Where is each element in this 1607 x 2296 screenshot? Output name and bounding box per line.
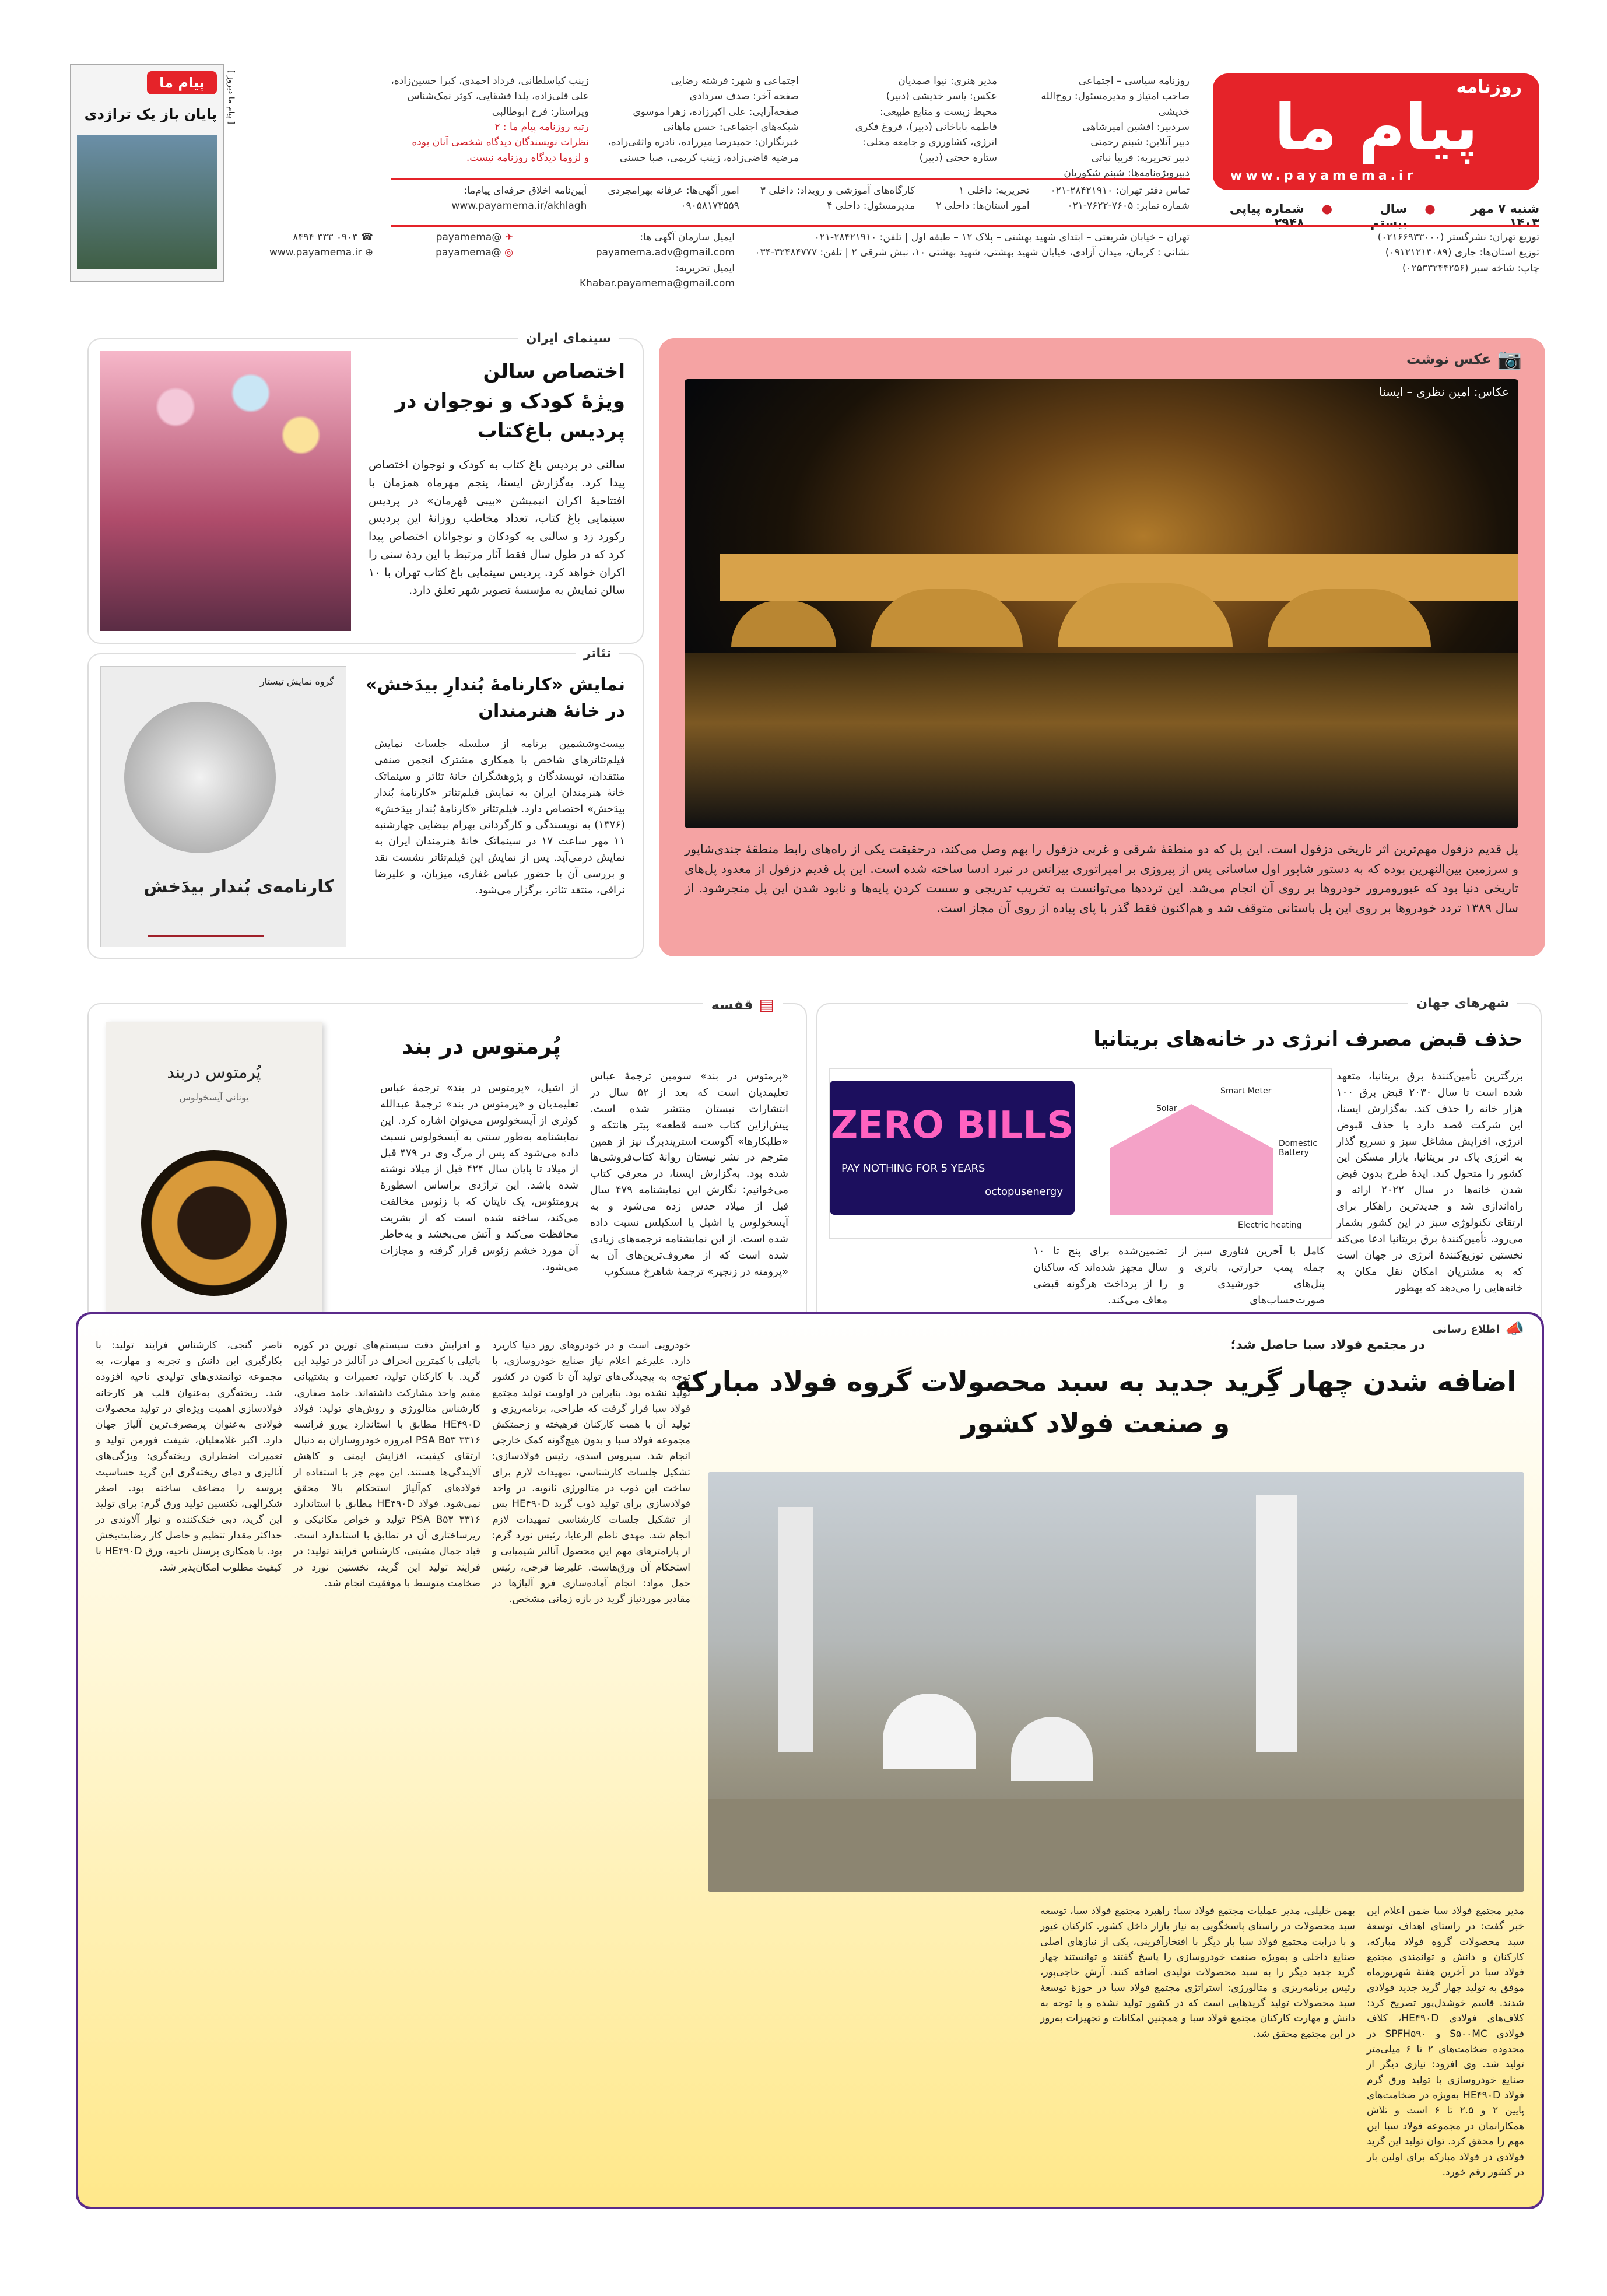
address-tehran: تهران – خیابان شریعتی – ابتدای شهید بهشتی – پلاک ۱۲ – طبقه اول | تلفن: ۲۸۴۲۱۹۱۰-۰۲۱ xyxy=(814,232,1190,243)
tank-1 xyxy=(883,1694,976,1769)
bookshelf-col-1: «پرمتوس در بند» سومین ترجمهٔ عباس تعلیمدیان است که بعد از ۵۲ سال در انتشارات نیستان منتشر شده است. پیش‌ازاین کتاب «سه قطعه» پیتر هانتکه و «طلبکارها» آگوست استریندبرگ نیز از همین مترجم در نشر نیستان روانهٔ کتاب‌فروشی‌ها شده بود. به‌گزارش ایسنا، در معرفی کتاب می‌خوانیم: نگارش این نمایشنامه ۴۷۹ سال قبل از میلاد حدس زده می‌شود و به آیسخولوس یا اشیل یا اسکیلس نسبت داده شده است. از این نمایشنامه ترجمه‌های زیادی شده است که از معروف‌ترین‌های آن به «پرومته در زنجیر» ترجمهٔ شاهرخ مسکوب xyxy=(590,1070,789,1278)
world-cities-article xyxy=(816,996,1542,1332)
camera-icon: 📷 xyxy=(1497,348,1522,371)
zero-bills-graphic xyxy=(829,1068,1332,1239)
report-col-5: ناصر گنجی، کارشناس فرایند تولید: با بکارگیری این دانش و تجربه و مهارت، به مجموعه توانمندی‌های تولیدی ناحیه افزوده شد. ریخته‌گری به‌عنوان قلب هر کارخانه فولادسازی اهمیت ویژه‌ای در تولید محصولات فولادی به‌عنوان پرمصرف‌ترین آلیاژ جهان دارد. اکبر غلامعلیان، شیفت فورمن تولید و تعمیرات اضطراری ریخته‌گری: ویژگی‌های آنالیزی و دمای ریخته‌گری این گرید حساسیت پروسه را مضاعف ساخته بود. اصغر شکرالهی، تکنسین تولید ورق گرم: برای تولید این گرید، دبی خنک‌کننده و نوار آلاوندی در حداکثر مقدار تنظیم و حاصل کار رضایت‌بخش بود. با همکاری پرسنل ناحیه، ورق HE۴۹۰D با کیفیت مطلوب امکان‌پذیر شد. xyxy=(96,1340,282,1573)
theater-body: بیست‌وششمین برنامه از سلسله جلسات نمایش فیلم‌تئاترهای شاخص با همکاری مشترک انجمن صنفی منتقدان، نویسندگان و پژوهشگران خانهٔ تئاتر و سینماتک خانهٔ هنرمندان ایران به نمایش فیلم‌تئاتر «کارنامهٔ بُندار بیدَخش» اختصاص دارد. فیلم‌تئاتر «کارنامهٔ بُندار بیدَخش» (۱۳۷۶) به نویسندگی و کارگردانی بهرام بیضایی چهارشنبه ۱۱ مهر ساعت ۱۷ در سینماتک خانهٔ هنرمندان ایران به نمایش درمی‌آید. پس از نمایش این فیلم‌تئاتر نشست نقد و بررسی آن با حضور عباس غفاری، میزبان، و علیرضا نراقی، منتقد تئاتر، برگزار می‌شود. xyxy=(374,738,625,897)
cinema-body: سالنی در پردیس باغ کتاب به کودک و نوجوان اختصاص پیدا کرد. به‌گزارش ایسنا، پنجم مهرماه همزمان با افتتاحیهٔ اکران انیمیشن «بیبی قهرمان» در پردیس سینمایی باغ کتاب، تعداد مخاطب روزانهٔ این پردیس رکورد زد و سالنی به کودکان و نوجوانان اختصاص پیدا کرد که در طول سال فقط آثار مرتبط با این ردهٔ سنی را اکران خواهد کرد. پردیس سینمایی باغ کتاب تهران با ۱۰ سالن نمایش به مؤسسهٔ تصویر شهر تعلق دارد. xyxy=(369,458,625,597)
poster-title: کارنامه‌ی بُندار بیدَخش xyxy=(143,877,334,897)
staff-col-1: روزنامه سیاسی – اجتماعی صاحب امتیاز و مدیرمسئول: روح‌الله خدیشی سردبیر: افشین امیرشاهی دبیر آنلاین: شبنم رحمتی دبیر تحریریه: فریبا نباتی دبیرویژه‌نامه‌ها: شبنم شکوریان xyxy=(1041,75,1190,180)
report-col-2: بهمن خلیلی، مدیر عملیات مجتمع فولاد سبا: راهبرد مجتمع فولاد سبا، توسعه سبد محصولات در راستای پاسخگویی به نیاز بازار داخل کشور. کارکنان غیور و با درایت مجتمع فولاد سبا بار دیگر با افتخارآفرینی، یکی از نیازهای اصلی صنایع داخلی و به‌ویژه صنعت خودروسازی را پاسخ گفتند و توانستند چهار گرید جدید دیگر را به سبد محصولات تولیدی اضافه کنند. آرش حاجی‌پور، رئیس برنامه‌ریزی و متالورژی: استراتژی مجتمع فولاد سبا در حوزهٔ توسعهٔ سبد محصولات تولید گریدهایی است که در کشور تولید نشده و با توجه به دانش و مهارت کارکنان مجتمع فولاد سبا و همچنین امکانات و تجهیزات به‌روز در این مجتمع محقق شد. xyxy=(1040,1905,1355,2040)
bookshelf-title: پُرمتوس در بند xyxy=(402,1033,561,1059)
arch-1 xyxy=(731,601,836,647)
plate-illustration xyxy=(141,1150,287,1296)
coin-illustration xyxy=(124,702,276,853)
bookshelf-tag: ▤ قفسه xyxy=(703,995,783,1014)
staff-col-4: زینب کیاسلطانی، فرداد احمدی، کبرا حسین‌زاده، علی قلی‌زاده، یلدا قشقایی، کوثر نمک‌شناس ویراستار: فرح ابوطالبی رتبه روزنامه پیام ما : ۲ نظرات نویسندگان دیدگاه شخصی آنان بوده و لزوما دیدگاه روزنامه نیست. xyxy=(391,75,589,164)
cinema-tag: سینمای ایران xyxy=(518,331,619,346)
world-body-1: بزرگترین تأمین‌کنندهٔ برق بریتانیا، متعهد شده است تا سال ۲۰۳۰ قبض برق ۱۰۰ هزار خانه را حذف کند. به‌گزارش ایسنا، این شرکت قصد دارد با حذف قبوض انرژی، افزایش مشاغل سبز و تسریع گذار به انرژی پاک در بریتانیا، بازار مسکن این کشور را متحول کند. ایدهٔ طرح بدون قبض شدن خانه‌ها در سال ۲۰۲۲ ارائه و راه‌اندازی شد و جدیدترین راهکار برای ارتقای تکنولوژی سبز در این کشور بشمار می‌رود. تأمین‌کنندهٔ برق بریتانیا ادعا می‌کند نخستین توزیع‌کنندهٔ انرژی در جهان است که به مشتریان امکان نقل مکان به خانه‌هایی را می‌دهد که بهطور xyxy=(1336,1070,1523,1294)
logo-text: پیام ما xyxy=(1274,91,1478,164)
house-illustration xyxy=(1110,1104,1273,1215)
report-col-3: خودرویی است و در خودروهای روز دنیا کاربرد دارد. علیرغم اعلام نیاز صنایع خودروسازی، با توجه به پیچیدگی‌های تولید آن تا کنون در کشور تولید نشده بود. بنابراین در اولویت تولید مجتمع فولاد سبا قرار گرفت که طراحی، برنامه‌ریزی و تولید آن با همت کارکنان فرهیخته و زحمتکش مجموعه فولاد سبا و بدون هیچ‌گونه کمک خارجی انجام شد. سیروس اسدی، رئیس فولادسازی: تشکیل جلسات کارشناسی، تمهیدات لازم برای ساخت این ذوب در متالورژی ثانویه. در واحد فولادسازی برای تولید ذوب گرید HE۴۹۰D پس از تشکیل جلسات کارشناسی تمهیدات لازم انجام شد. مهدی ناظم الرعایا، رئیس نورد گرم: از پارامترهای مهم این محصول آنالیز شیمیایی و استحکام آن ورق‌هاست. علیرضا فرجی، رئیس حمل مواد: انجام آماده‌سازی فرو آلیاژها در مقادیر موردنیاز گرید در بازه زمانی مشخص. xyxy=(492,1340,690,1605)
masthead-kicker: روزنامه xyxy=(1456,77,1522,97)
contact-d: امور آگهی‌ها: عرفانه بهرامجردی ۰۹۰۵۸۱۷۳۵۵۹ xyxy=(608,185,739,212)
thumb-logo: پیام ما xyxy=(147,71,217,94)
social-block: ✈ @payamema ◎ @payamema xyxy=(436,232,513,259)
cinema-article xyxy=(87,331,644,644)
report-kicker: در مجتمع فولاد سبا حاصل شد؛ xyxy=(1230,1338,1425,1352)
label-smart-meter: Smart Meter xyxy=(1220,1086,1272,1096)
contact-e: آیین‌نامه اخلاق حرفه‌ای پیام‌ما: www.payamema.ir/akhlagh xyxy=(451,185,587,212)
address-kerman: نشانی : کرمان، میدان آزادی، خیابان شهید بهشتی، شهید بهشتی ۱۰، نبش شرقی ۲ | تلفن: ۳۲۴۸۴۷۷۷-۰۳۴ xyxy=(755,247,1190,259)
water-reflection xyxy=(685,653,1518,828)
staff-col-3: اجتماعی و شهر: فرشته رضایی صفحه آخر: صدف سردادی صفحه‌آرایی: علی اکبرزاده، زهرا موسوی شبکه‌های اجتماعی: حسن ماهانی خبرنگاران: حمیدرضا میرزاده، نادره واثقی‌زاده، مرضیه قاضی‌زاده، زینب کریمی، صبا حسنی xyxy=(608,75,799,164)
poster-kicker: گروه نمایش تیستار xyxy=(259,676,334,687)
address-divider xyxy=(391,225,1539,227)
label-solar: Solar xyxy=(1156,1104,1177,1113)
ground xyxy=(708,1799,1524,1892)
issue-number: شماره پیاپی ۲۹۴۸ xyxy=(1229,202,1304,230)
theater-tag: تئاتر xyxy=(576,646,619,661)
ad-big-text: ZERO BILLS xyxy=(830,1104,1074,1147)
cinema-title: اختصاص سالن ویژهٔ کودک و نوجوان در پردیس باغ‌کتاب xyxy=(395,360,625,443)
sms-block: ☎ ۰۹۰۳ ۳۳۳ ۸۴۹۴ ⊕ www.payamema.ir xyxy=(269,232,373,259)
book-title: پُرمتوس دربند xyxy=(167,1063,261,1082)
distribution-block: توزیع تهران: نشرگستر (۰۲۱۶۶۹۳۳۰۰۰) توزیع استان‌ها: جاری (۰۹۱۲۱۲۱۳۰۸۹) چاپ: شاخه سبز (۰۲۵۳۳۲۴۴۲۵۶) xyxy=(1377,232,1539,274)
address-block xyxy=(746,230,1190,261)
report-tag: 📣 اطلاع رسانی xyxy=(1432,1320,1524,1338)
telegram-icon: ✈ xyxy=(504,232,513,243)
globe-icon: ⊕ xyxy=(364,247,373,259)
label-heating: Electric heating xyxy=(1238,1221,1302,1230)
special-report xyxy=(76,1312,1544,2209)
photo-credit: عکاس: امین نظری – ایسنا xyxy=(1379,385,1509,399)
yesterday-thumbnail[interactable] xyxy=(70,64,224,282)
contact-b: تحریریه: داخلی ۱ امور استان‌ها: داخلی ۲ xyxy=(936,185,1030,212)
factory-photo xyxy=(708,1472,1524,1892)
bullet-icon: ● xyxy=(1321,202,1333,216)
instagram-icon: ◎ xyxy=(504,247,513,259)
book-author: یونانی آیسخولوس xyxy=(179,1092,249,1103)
thumb-headline: پایان باز یک تراژدی xyxy=(84,106,217,122)
tank-2 xyxy=(1011,1717,1093,1781)
chimney-2 xyxy=(1256,1495,1297,1752)
photo-caption: پل قدیم دزفول مهم‌ترین اثر تاریخی دزفول است. این پل که دو منطقهٔ شرقی و غربی دزفول را بهم وصل می‌کند، درحقیقت یکی از راه‌های رابط منطقهٔ جندی‌شاپور و سرزمین بین‌النهرین بوده که به دستور شاپور اول ساسانی پس از پیروزی بر امپراتوری بیزانس در نبرد ادسا ساخته شده است. این پل قدیم دزفول از معدود پل‌های تاریخی دنیا بود که عبورومرور خودروها بر روی آن انجام می‌شد. این ترددها می‌توانست به تخریب تدریجی و سست کردن پایه‌ها و نابود شدن این پل منجرشود. از سال ۱۳۸۹ تردد خودروها بر روی این پل باستانی متوقف شد و هم‌اکنون فقط گذر با پای پیاده از روی آن مجاز است. xyxy=(685,842,1518,915)
world-body-2: کامل با آخرین فناوری سبز از جمله پمپ حرارتی، باتری و پنل‌های خورشیدی و صورت‌حساب‌های xyxy=(1179,1245,1325,1306)
email-block: ایمیل سازمان آگهی ها: payamema.adv@gmail.com ایمیل تحریریه: Khabar.payamema@gmail.com xyxy=(580,232,735,290)
thumb-side-label: [ پیام ما دیروز ] xyxy=(226,70,236,124)
report-col-4: و افزایش دقت سیستم‌های توزین در کوره پاتیلی با کمترین انحراف در آنالیز در تولید این گرید. با کارکنان تولید، تعمیرات و پشتیبانی مقیم واحد مشارکت داشته‌اند. حامد صفاری، کارشناس متالورژی و روش‌های تولید: فولاد HE۴۹۰D مطابق با استاندارد یورو فرانسه PSA B۵۳ ۳۳۱۶ امروزه خودروسازان به دنبال ارتقای کیفیت، افزایش ایمنی و کاهش آلایندگی‌ها هستند. این مهم جز با استفاده از فولادهای کم‌آلیاژ استحکام بالا محقق نمی‌شود. فولاد HE۴۹۰D مطابق با استاندارد PSA B۵۳ ۳۳۱۶ تولید و خواص مکانیکی و ریزساختاری آن در تطابق با استاندارد است. قباد جمال مشیتی، کارشناس فرایند تولید: در فرایند تولید این گرید، نخستین نورد در ضخامت متوسط با موفقیت انجام شد. xyxy=(294,1340,480,1589)
cinema-photo xyxy=(100,351,351,631)
issue-year: سال بیستم xyxy=(1370,202,1408,230)
issue-date: شنبه ۷ مهر ۱۴۰۳ xyxy=(1471,202,1539,230)
book-cover xyxy=(106,1022,322,1313)
ad-panel xyxy=(830,1081,1075,1215)
theater-article xyxy=(87,646,644,959)
staff-col-2: مدیر هنری: نیوا صمدیان عکس: یاسر خدیشی (دبیر) محیط زیست و منابع طبیعی: فاطمه باباخانی (دبیر)، فروغ فکری انرژی، کشاورزی و جامعه محلی: ستاره حجتی (دبیر) xyxy=(855,75,997,164)
masthead xyxy=(70,56,1539,290)
label-battery: Domestic Battery xyxy=(1279,1139,1317,1158)
bookshelf-col-2: از اشیل، «پرمتوس در بند» ترجمهٔ عباس تعلیمدیان و «پرمتوس در بند» ترجمهٔ عبدالله کوثری از آیسخولوس می‌توان اشاره کرد. این نمایشنامه به‌طور سنتی به آیسخولوس نسبت داده می‌شود که پس از مرگ وی در ۴۷۹ قبل از میلاد تا پایان سال ۴۲۴ قبل از میلاد نوشته شده باشد. این تراژدی براساس اسطورهٔ پرومتئوس، یک تایتان که با زئوس مخالفت می‌کند، ساخته شده است که از بشریت محافظت می‌کند و آتش می‌بخشد و به‌خاطر آن مورد خشم زئوس قرار گرفته و مجازات می‌شود. xyxy=(380,1082,578,1273)
report-title: اضافه شدن چهار گِرید جدید به سبد محصولات گروه فولاد مبارکه و صنعت فولاد کشور xyxy=(675,1366,1517,1439)
bridge-photo xyxy=(685,379,1518,828)
contact-row xyxy=(391,183,1190,214)
world-body-3: تضمین‌شده برای پنج تا ۱۰ سال مجهز شده‌اند که ساکنان را از پرداخت هرگونه قبضی معاف می‌کند. xyxy=(1033,1245,1167,1306)
megaphone-icon: 📣 xyxy=(1505,1320,1524,1338)
world-title: حذف قبض مصرف انرژی در خانه‌های بریتانیا xyxy=(1093,1028,1523,1051)
contact-a: تماس دفتر تهران: ۲۸۴۲۱۹۱۰-۰۲۱ شماره نمابر: ۷۶۰۵-۷۶۲۲-۰۲۱ xyxy=(1050,185,1190,212)
chimney-1 xyxy=(778,1507,813,1752)
photo-story xyxy=(659,338,1545,956)
sms-icon: ☎ xyxy=(360,232,373,243)
ad-small-text: PAY NOTHING FOR 5 YEARS xyxy=(841,1162,985,1175)
report-col-1: مدیر مجتمع فولاد سبا ضمن اعلام این خبر گفت: در راستای اهداف توسعهٔ سبد محصولات گروه فولاد مبارکه، کارکنان و دانش و توانمندی مجتمع فولاد سبا در آخرین هفتهٔ شهریورماه موفق به تولید چهار گرید جدید فولادی شدند. قاسم خوشدل‌پور تصریح کرد: کلاف‌های فولادی HE۴۹۰D، کلاف فولادی S۵۰۰MC و SPFH۵۹۰ در محدوده ضخامت‌های ۲ تا ۶ میلی‌متر تولید شد. وی افزود: نیازی دیگر از صنایع خودروسازی با تولید ورق گرم فولاد HE۴۹۰D به‌ویژه در ضخامت‌های پایین ۲ و ۲.۵ تا ۶ است و تلاش همکارانمان در مجموعه فولاد سبا این مهم را محقق کرد. توان تولید این گرید فولادی در فولاد مبارکه برای اولین بار در کشور رقم خورد. xyxy=(1367,1905,1525,2178)
photo-tag: 📷 عکس نوشت xyxy=(1406,348,1522,371)
masthead-logo xyxy=(1213,73,1539,190)
contact-c: کارگاه‌های آموزشی و رویداد: داخلی ۳ مدیرمسئول: داخلی ۴ xyxy=(760,185,915,212)
bookshelf-icon: ▤ xyxy=(759,995,774,1014)
contact-divider xyxy=(391,178,1190,180)
bookshelf-article xyxy=(87,995,807,1332)
website: www.payamema.ir xyxy=(1230,169,1417,183)
theater-title: نمایش «کارنامهٔ بُندارِ بیدَخش» در خانهٔ هنرمندان xyxy=(366,675,625,721)
signature-graphic xyxy=(148,906,264,937)
bullet-icon: ● xyxy=(1424,202,1436,216)
ad-brand: octopusenergy xyxy=(985,1186,1063,1198)
theater-poster xyxy=(100,666,346,947)
world-tag: شهرهای جهان xyxy=(1408,996,1517,1011)
thumb-photo xyxy=(77,135,217,269)
